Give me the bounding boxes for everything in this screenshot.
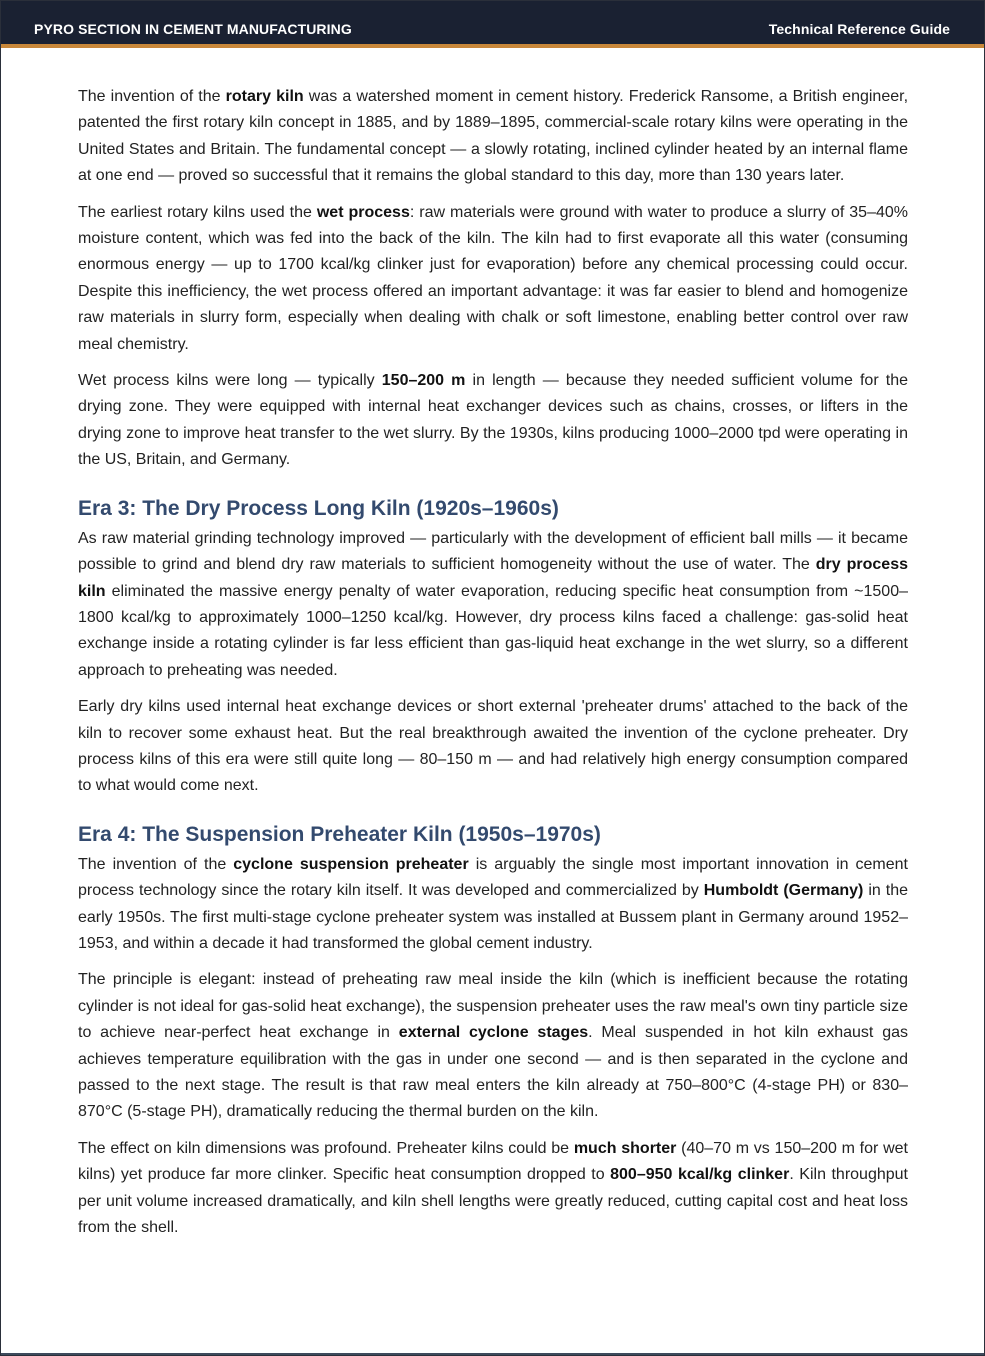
page-bottom-border (1, 1353, 984, 1355)
paragraph-dry-process: As raw material grinding technology improved — particularly with the development of efficient ball mills — it became possible to grind and blend dry raw materials to sufficient homogeneity without the use of water. The dry process kiln eliminated the massive energy penalty of water evaporation, reducing specific heat consumption from ~1500–1800 kcal/kg to approximately 1000–1250 kcal/kg. However, dry process kilns faced a challenge: gas-solid heat exchange inside a rotating cylinder is far less efficient than gas-liquid heat exchange in the wet slurry, so a different approach to preheating was needed. (78, 529, 909, 679)
main-content (78, 84, 908, 1251)
paragraph-early-dry-kilns: Early dry kilns used internal heat exchange devices or short external 'preheater drums' attached to the back of the kiln to recover some exhaust heat. But the real breakthrough awaited the invention of the cyclone preheater. Dry process kilns of this era were still quite long — 80–150 m — and had relatively high energy consumption compared to what would come next. (78, 698, 908, 795)
paragraph-rotary-kiln: The invention of the rotary kiln was a watershed moment in cement history. Frederick Ransome, a British engineer, patented the first rotary kiln concept in 1885, and by 1889–1895, commercial-scale rotary kilns were operating in the United States and Britain. The fundamental concept — a slowly rotating, inclined cylinder heated by an internal flame at one end — proved so successful that it remains the global standard to this day, more than 130 years later. (78, 88, 909, 185)
heading-era-3: Era 3: The Dry Process Long Kiln (1920s–1960s) (78, 496, 559, 520)
heading-era-4: Era 4: The Suspension Preheater Kiln (1950s–1970s) (78, 822, 601, 846)
paragraph-cyclone-preheater: The invention of the cyclone suspension preheater is arguably the single most important innovation in cement process technology since the rotary kiln itself. It was developed and commercialized by Humboldt (Germany) in the early 1950s. The first multi-stage cyclone preheater system was installed at Bussem plant in Germany around 1952–1953, and within a decade it had transformed the global cement industry. (78, 855, 908, 952)
paragraph-kiln-dimensions: The effect on kiln dimensions was profound. Preheater kilns could be much shorter (40–70 m vs 150–200 m for wet kilns) yet produce far more clinker. Specific heat consumption dropped to 800–950 kcal/kg clinker. Kiln throughput per unit volume increased dramatically, and kiln shell lengths were greatly reduced, cutting capital cost and heat loss from the shell. (78, 1139, 909, 1237)
paragraph-wet-process: The earliest rotary kilns used the wet process: raw materials were ground with water to produce a slurry of 35–40% moisture content, which was fed into the back of the kiln. The kiln had to first evaporate all this water (consuming enormous energy — up to 1700 kcal/kg clinker just for evaporation) before any chemical processing could occur. Despite this inefficiency, the wet process offered an important advantage: it was far easier to blend and homogenize raw materials in slurry form, especially when dealing with chalk or soft limestone, enabling better control over raw meal chemistry. (78, 203, 908, 353)
page-header (1, 1, 984, 48)
header-document-title: PYRO SECTION IN CEMENT MANUFACTURING (34, 21, 352, 37)
header-guide-label: Technical Reference Guide (768, 21, 950, 37)
paragraph-preheater-principle: The principle is elegant: instead of preheating raw meal inside the kiln (which is inefficient because the rotating cylinder is not ideal for gas-solid heat exchange), the suspension preheater uses the raw meal's own tiny particle size to achieve near-perfect heat exchange in external cyclone stages. Meal suspended in hot kiln exhaust gas achieves temperature equilibration with the gas in under one second — and is then separated in the cyclone and passed to the next stage. The result is that raw meal enters the kiln already at 750–800°C (4-stage PH) or 830–870°C (5-stage PH), dramatically reducing the thermal burden on the kiln. (78, 971, 908, 1121)
paragraph-wet-kiln-length: Wet process kilns were long — typically 150–200 m in length — because they needed sufficient volume for the drying zone. They were equipped with internal heat exchanger devices such as chains, crosses, or lifters in the drying zone to improve heat transfer to the wet slurry. By the 1930s, kilns producing 1000–2000 tpd were operating in the US, Britain, and Germany. (78, 372, 908, 469)
